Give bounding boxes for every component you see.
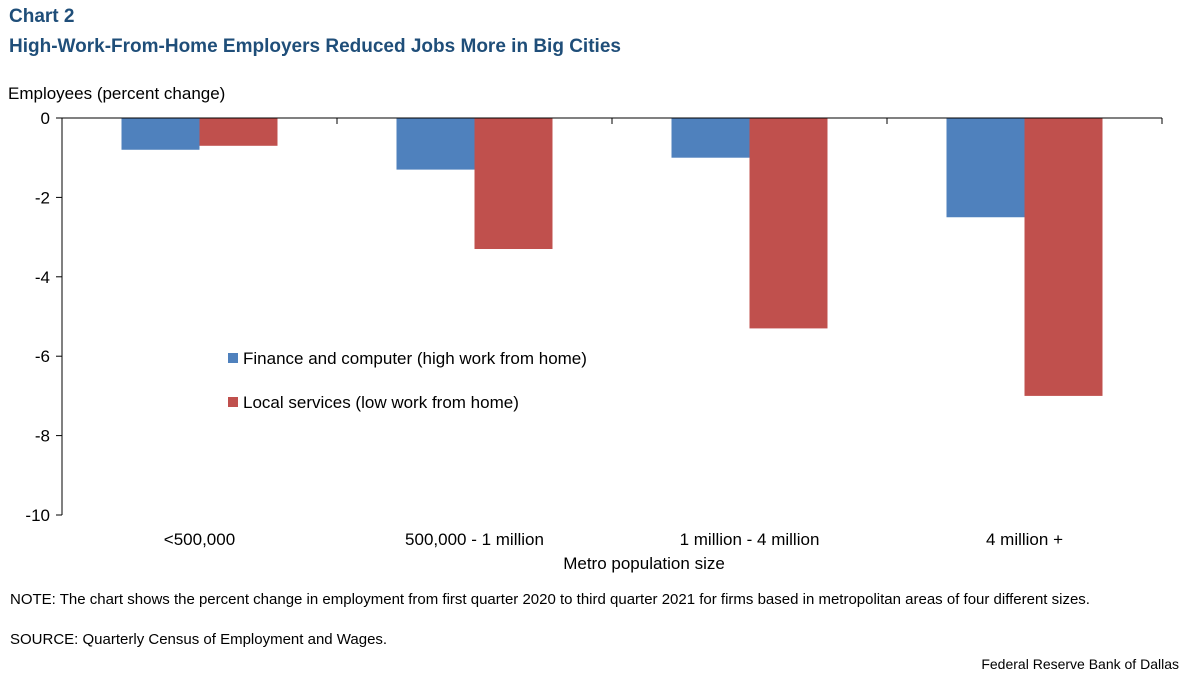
y-tick-label: -8 — [34, 426, 50, 446]
y-tick-label: -2 — [34, 188, 50, 208]
x-tick-label: 4 million + — [985, 530, 1064, 549]
bar-s2-1 — [200, 118, 278, 146]
chart-title: High-Work-From-Home Employers Reduced Jobs More in Big Cities — [9, 36, 621, 57]
chart-source: SOURCE: Quarterly Census of Employment and Wages. — [10, 631, 388, 648]
legend-label-2: Local services (low work from home) — [243, 393, 519, 412]
y-tick-label: -10 — [25, 506, 50, 525]
bar-s2-3 — [750, 118, 828, 328]
chart-credit: Federal Reserve Bank of Dallas — [981, 656, 1179, 672]
chart-label: Chart 2 — [9, 6, 75, 27]
legend-label-1: Finance and computer (high work from home) — [243, 349, 587, 368]
bar-s1-1 — [122, 118, 200, 150]
y-tick-label: -6 — [34, 347, 50, 367]
legend-swatch-2 — [228, 397, 238, 407]
bar-s1-2 — [397, 118, 475, 170]
bar-s2-2 — [475, 118, 553, 249]
x-tick-label: 1 million - 4 million — [679, 530, 820, 549]
x-tick-label: 500,000 - 1 million — [405, 530, 544, 549]
chart-note: NOTE: The chart shows the percent change in employment from first quarter 2020 to third quarter 2021 for firms based in metropolitan areas of four different sizes. — [10, 591, 1090, 608]
y-tick-label: -4 — [34, 267, 50, 287]
x-axis-title: Metro population size — [563, 554, 725, 573]
y-axis-label: Employees (percent change) — [8, 84, 226, 103]
bar-s2-4 — [1025, 118, 1103, 396]
legend-swatch-1 — [228, 353, 238, 363]
bar-s1-4 — [947, 118, 1025, 217]
bar-s1-3 — [672, 118, 750, 158]
x-tick-label: <500,000 — [163, 530, 236, 549]
y-tick-label: 0 — [40, 109, 50, 128]
